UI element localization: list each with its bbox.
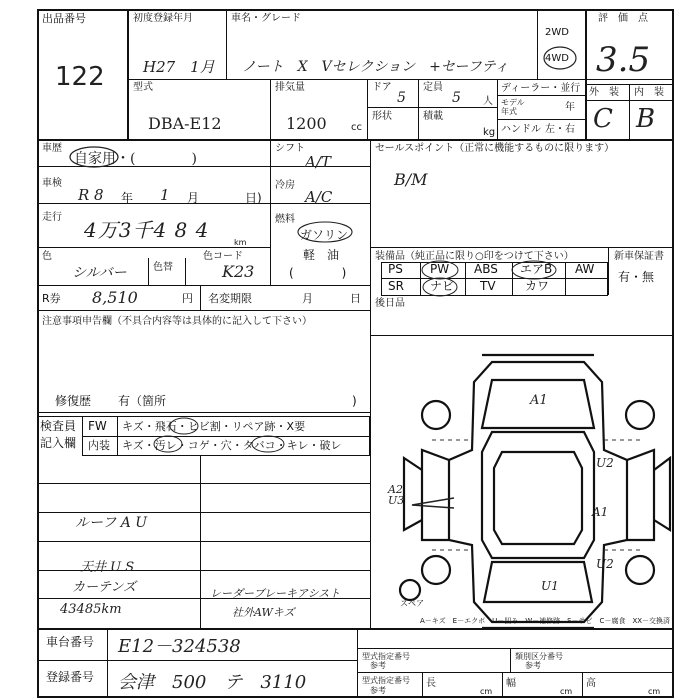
model-designation-label-2: 型式指定番号 [362, 676, 410, 685]
capacity-value: 5 [452, 90, 461, 106]
shift-value: A/T [305, 153, 331, 171]
exterior-value: C [593, 104, 613, 134]
chassis-label: 車台番号 [46, 635, 95, 649]
color-code-value: K23 [222, 262, 255, 281]
deadline-month: 月 [302, 292, 313, 305]
owners-label: 後日品 [375, 298, 405, 309]
mark-left: A2 U3 [388, 483, 405, 507]
class-label: 類別区分番号 [515, 652, 563, 661]
equip-sr: SR [388, 279, 404, 293]
model-year-unit: 年 [565, 102, 575, 113]
dealer-label: ディーラー・並行 [501, 83, 581, 94]
doors-label: ドア [372, 82, 392, 93]
inspection-year-prefix: R [78, 186, 90, 204]
reference-label-2: 参考 [525, 661, 541, 670]
equip-pw: PW [430, 262, 450, 276]
history-value: 自家用・( ) [74, 151, 197, 167]
warranty-options: 有・無 [618, 270, 655, 284]
inspection-label: 車検 [42, 178, 62, 189]
history-circle-mark [68, 145, 120, 169]
length-label: 長 [426, 678, 436, 689]
reference-label-3: 参考 [370, 686, 386, 695]
handle-label: ハンドル [501, 124, 541, 135]
height-label: 高 [586, 678, 596, 689]
sales-point-value: B/M [394, 170, 428, 189]
mark-front: A1 [530, 393, 548, 408]
mark-right-door: A1 [592, 505, 609, 519]
color-change-label: 色替 [153, 262, 173, 273]
shift-label: シフト [275, 143, 305, 154]
ac-value: A/C [305, 188, 333, 206]
fuel-diesel: 軽 油 [303, 248, 340, 262]
equipment-circle-marks [420, 258, 620, 300]
model-designation-label: 型式指定番号 [362, 652, 410, 661]
lot-label: 出品番号 [42, 12, 86, 25]
equip-navi: ナビ [430, 279, 455, 293]
repair-value: 有（箇所 [118, 394, 167, 408]
load-unit: kg [483, 127, 496, 138]
width-unit: cm [560, 687, 573, 696]
hw-line-5: レーダーブレーキアシスト [210, 587, 341, 600]
displacement-unit: cc [351, 122, 362, 133]
score-value: 3.5 [596, 40, 651, 80]
sales-point-label: セールスポイント（正常に機能するものに限ります） [375, 143, 615, 154]
equip-ps: PS [388, 262, 403, 276]
inspector-circle-marks [150, 412, 290, 460]
color-value: シルバー [72, 265, 127, 281]
interior-inspect-text: キズ・汚レ・コゲ・穴・タバコ・キレ・破レ [122, 439, 342, 452]
exterior-label: 外 装 [589, 87, 619, 98]
reference-label-1: 参考 [370, 661, 386, 670]
first-reg-label: 初度登録年月 [133, 13, 193, 24]
divider [127, 9, 129, 139]
model-value: DBA-E12 [148, 114, 222, 133]
history-label: 車歴 [42, 143, 62, 154]
load-label: 積載 [423, 111, 443, 122]
inspection-year: 8 [94, 186, 104, 204]
chassis-value: E12－324538 [118, 636, 241, 657]
handle-options: 左・右 [545, 124, 575, 135]
model-year-label: モデル年式 [501, 98, 525, 116]
displacement-value: 1200 [286, 114, 327, 133]
hw-line-1: ルーフ A U [75, 515, 148, 531]
fuel-label: 燃料 [275, 214, 295, 225]
mileage-value: 4万3千4 8 4 [84, 218, 210, 242]
width-label: 幅 [506, 678, 516, 689]
interior-label: 内 装 [634, 87, 664, 98]
drive-2wd: 2WD [545, 27, 569, 38]
height-unit: cm [648, 687, 661, 696]
drive-4wd: 4WD [545, 53, 569, 64]
name-grade-label: 車名・グレード [231, 13, 301, 24]
name-grade-value: ノート X Vセレクション +セーフティ [242, 59, 509, 75]
hw-line-6: 社外AWキズ [232, 606, 295, 619]
fw-label: FW [88, 419, 107, 433]
mileage-unit: km [234, 238, 247, 247]
capacity-unit: 人 [483, 96, 493, 107]
equip-aw: AW [575, 262, 595, 276]
recycle-value: 8,510 [92, 288, 138, 307]
inspector-label-1: 検査員 [40, 419, 77, 433]
repair-label: 修復歴 [55, 394, 92, 408]
recycle-label: R券 [42, 292, 61, 305]
interior-value: B [636, 104, 656, 134]
plate-value: 会津 500 テ 3110 [118, 672, 307, 693]
notes-label: 注意事項申告欄（不具合内容等は具体的に記入して下さい） [42, 316, 312, 327]
model-label: 型式 [133, 82, 153, 93]
hw-line-4: 43485km [60, 602, 122, 617]
plate-label: 登録番号 [46, 670, 95, 684]
fw-text: キズ・飛石・ヒビ割・リペア跡・X要 [122, 420, 306, 433]
equip-airbag: エアB [520, 262, 553, 276]
displacement-label: 排気量 [275, 82, 305, 93]
color-code-label: 色コード [203, 251, 243, 262]
deadline-label: 名変期限 [208, 292, 252, 305]
score-label: 評 価 点 [598, 13, 648, 24]
equip-abs: ABS [474, 262, 498, 276]
mileage-label: 走行 [42, 212, 62, 223]
shape-label: 形状 [372, 111, 392, 122]
interior-inspect-label: 内装 [88, 439, 110, 452]
deadline-day: 日 [350, 292, 361, 305]
equip-leather: カワ [525, 279, 550, 293]
inspector-label-2: 記入欄 [40, 436, 77, 450]
ac-label: 冷房 [275, 180, 295, 191]
color-label: 色 [42, 251, 52, 262]
mark-rear: U1 [541, 579, 559, 593]
equip-tv: TV [480, 279, 496, 293]
length-unit: cm [480, 687, 493, 696]
capacity-label: 定員 [423, 82, 443, 93]
first-reg-value: H27 1月 [143, 58, 215, 76]
mark-right-front: U2 [596, 456, 614, 470]
fuel-circle-mark [296, 220, 354, 244]
year-unit: 年 [121, 191, 134, 205]
month-unit: 月 [187, 191, 200, 205]
damage-legend: A－キズ E－エクボ U－凹み W－補修跡 S－サビ C－腐食 XX－交換済 [420, 617, 671, 625]
warranty-label: 新車保証書 [614, 251, 664, 262]
doors-value: 5 [397, 90, 406, 106]
day-unit: 日) [245, 191, 262, 205]
hw-line-3: カーテンズ [72, 580, 136, 595]
repair-close-paren: ) [352, 394, 357, 408]
drive-circle-mark [540, 45, 580, 71]
inspection-month: 1 [160, 186, 170, 204]
fuel-paren: ( ) [289, 266, 347, 280]
yen-unit: 円 [182, 292, 193, 305]
spare-label: スペア [400, 599, 424, 608]
mark-right-rear: U2 [596, 557, 614, 571]
hw-line-2: 天井 U S [80, 560, 135, 575]
equipment-label: 装備品（純正品に限り○印をつけて下さい） [375, 251, 574, 262]
lot-number: 122 [55, 62, 105, 92]
fuel-gas: ガソリン [300, 228, 349, 242]
car-diagram [372, 340, 672, 630]
